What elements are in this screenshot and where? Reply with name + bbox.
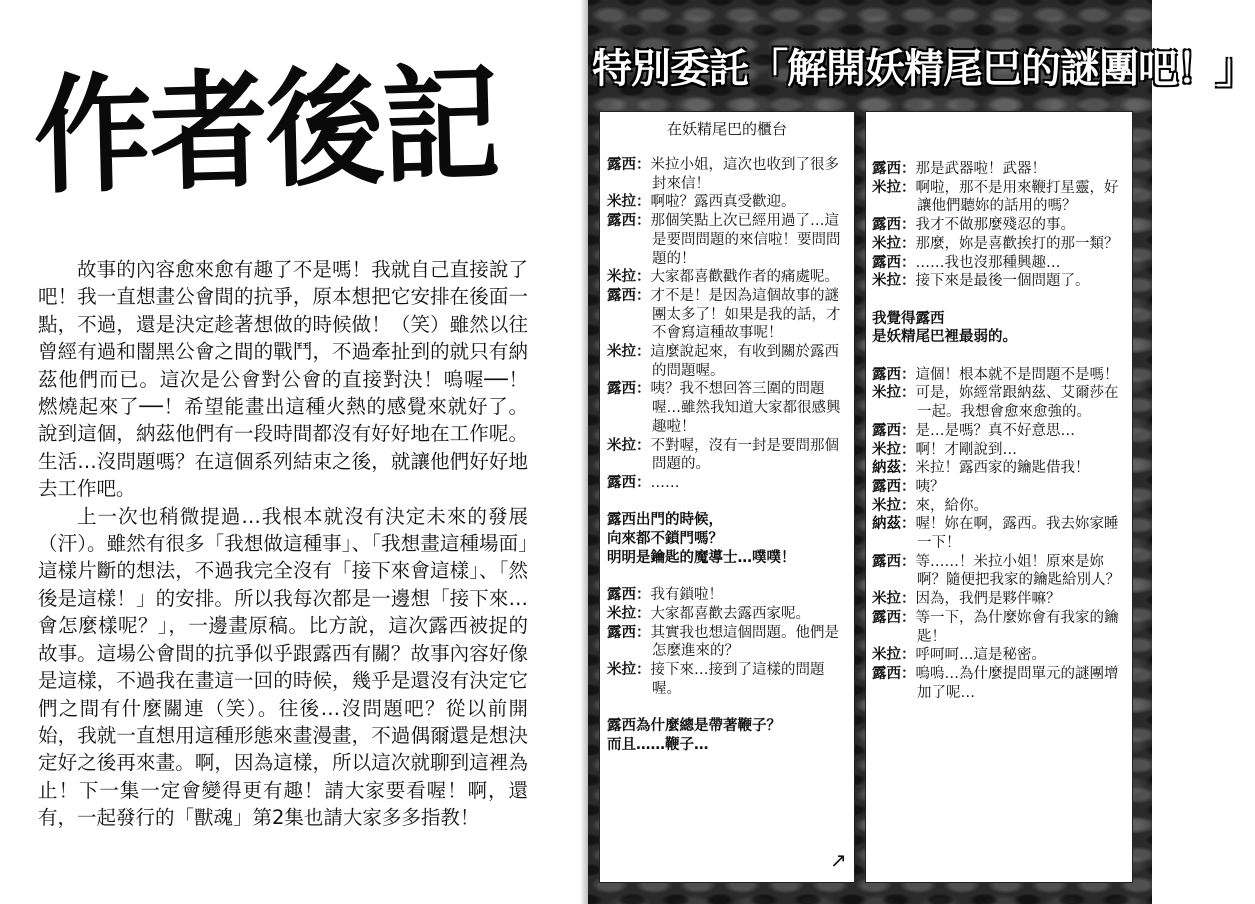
- dialog-text: 因為，我們是夥伴嘛？: [915, 591, 1061, 608]
- dialog-text: 咦？我不想回答三圍的問題喔…雖然我知道大家都很感興趣啦！: [650, 381, 841, 435]
- dialog-line: [607, 343, 851, 380]
- question-block: [872, 310, 1130, 347]
- speaker-name: 露西：: [872, 366, 916, 383]
- speaker-name: 露西：: [872, 665, 916, 682]
- dialog-line: [607, 156, 851, 193]
- dialog-line: [607, 624, 851, 661]
- afterword-paragraph: 故事的內容愈來愈有趣了不是嗎！我就自己直接說了吧！我一直想畫公會間的抗爭，原本想把它安排在後面一點，不過，還是決定趁著想做的時候做！（笑）雖然以往曾經有過和闇黑公會之間的戰鬥，不過牽扯到的就只有納茲他們而已。這次是公會對公會的直接對決！嗚喔──！燃燒起來了──！希望能畫出這種火熱的感覺來就好了。說到這個，納茲他們有一段時間都沒有好好地在工作呢。生活…沒問題嗎？在這個系列結束之後，就讓他們好好地去工作吧。: [38, 258, 528, 501]
- speaker-name: 露西：: [607, 157, 651, 173]
- dialog-column: [607, 156, 851, 754]
- dialog-line: [607, 605, 851, 624]
- speaker-name: 米拉：: [872, 385, 916, 402]
- dialog-text: 咦？: [915, 478, 945, 495]
- dialog-line: [607, 380, 851, 436]
- dialog-line: [872, 366, 1130, 385]
- dialog-line: [607, 268, 851, 287]
- dialog-text: 這個！根本就不是問題不是嗎！: [915, 366, 1119, 383]
- question-block: [607, 511, 851, 567]
- dialog-text: 等一下，為什麼妳會有我家的鑰匙！: [915, 609, 1119, 645]
- speaker-name: 露西：: [872, 161, 916, 177]
- dialog-line: [872, 254, 1130, 273]
- dialog-line: [872, 422, 1130, 441]
- speaker-name: 米拉：: [607, 437, 651, 454]
- speaker-name: 米拉：: [872, 441, 916, 458]
- dialog-line: [872, 515, 1130, 552]
- dialog-line: [607, 474, 851, 493]
- qa-panel-left: [600, 112, 854, 882]
- question-block: [607, 717, 851, 754]
- question-line: 露西出門的時候，: [607, 512, 723, 529]
- dialog-text: 才不是！是因為這個故事的謎團太多了！如果是我的話，才不會寫這種故事呢！: [650, 287, 841, 342]
- speaker-name: 露西：: [872, 609, 916, 626]
- speaker-name: 露西：: [872, 217, 916, 234]
- dialog-text: 啊啦，那不是用來鞭打星靈，好讓他們聽妳的話用的嗎？: [915, 179, 1119, 215]
- dialog-line: [872, 590, 1130, 609]
- speaker-name: 米拉：: [872, 591, 916, 608]
- dialog-line: [607, 193, 851, 212]
- speaker-name: 米拉：: [872, 235, 916, 252]
- speaker-name: 露西：: [607, 624, 651, 641]
- speaker-name: 米拉：: [872, 497, 916, 514]
- speaker-name: 露西：: [607, 587, 651, 604]
- speaker-name: 露西：: [607, 381, 651, 398]
- dialog-line: [607, 437, 851, 474]
- speaker-name: 露西：: [872, 254, 916, 271]
- dialog-line: [607, 661, 851, 698]
- turn-page-arrow-icon: ↗: [830, 848, 847, 872]
- dialog-text: 大家都喜歡去露西家呢。: [650, 605, 810, 622]
- dialog-text: 嗚嗚…為什麼提問單元的謎團增加了呢…: [915, 665, 1119, 701]
- dialog-text: 啊啦？露西真受歡迎。: [650, 194, 796, 211]
- speaker-name: 納茲：: [872, 516, 916, 533]
- speaker-name: 米拉：: [607, 194, 651, 211]
- dialog-column: [872, 160, 1130, 702]
- left-page: [0, 0, 584, 904]
- dialog-text: 可是，妳經常跟納茲、艾爾莎在一起。我想會愈來愈強的。: [915, 385, 1119, 421]
- dialog-text: 來，給你。: [915, 497, 988, 514]
- question-line: 向來都不鎖門嗎？: [607, 531, 723, 548]
- dialog-text: ……我也沒那種興趣…: [915, 254, 1061, 271]
- dialog-line: [872, 459, 1130, 478]
- dialog-text: 那個笑點上次已經用過了…這是要問問題的來信啦！要問問題的！: [650, 213, 841, 267]
- dialog-line: [872, 160, 1130, 179]
- afterword-body: [38, 256, 528, 832]
- dialog-text: 接下來…接到了這樣的問題喔。: [650, 661, 825, 697]
- dialog-text: 接下來是最後一個問題了。: [915, 273, 1090, 290]
- speaker-name: 露西：: [872, 553, 916, 570]
- speaker-name: 米拉：: [872, 647, 916, 664]
- speaker-name: 米拉：: [872, 179, 916, 196]
- dialog-text: 那是武器啦！武器！: [915, 161, 1046, 177]
- dialog-text: 其實我也想這個問題。他們是怎麼進來的？: [650, 624, 839, 660]
- dialog-text: 我才不做那麼殘忍的事。: [915, 217, 1075, 234]
- speaker-name: 露西：: [872, 478, 916, 495]
- dialog-line: [872, 497, 1130, 516]
- dialog-text: 不對喔，沒有一封是要問那個問題的。: [650, 437, 839, 473]
- speaker-name: 露西：: [607, 287, 651, 304]
- question-line: 是妖精尾巴裡最弱的。: [872, 329, 1017, 346]
- dialog-line: [872, 478, 1130, 497]
- dialog-text: 啊！才剛說到…: [915, 441, 1017, 458]
- dialog-line: [872, 609, 1130, 646]
- dialog-text: 那麼，妳是喜歡挨打的那一類？: [915, 235, 1119, 252]
- dialog-text: 呼呵呵…這是秘密。: [915, 647, 1046, 664]
- speaker-name: 米拉：: [607, 605, 651, 622]
- dialog-line: [872, 384, 1130, 421]
- speaker-name: 露西：: [872, 422, 916, 439]
- question-line: 我覺得露西: [872, 310, 945, 327]
- qa-panel-right: [866, 112, 1132, 882]
- dialog-text: 是…是嗎？真不好意思…: [915, 422, 1075, 439]
- dialog-line: [872, 441, 1130, 460]
- speaker-name: 納茲：: [872, 460, 916, 477]
- dialog-text: 這麼說起來，有收到關於露西的問題喔。: [650, 344, 839, 379]
- afterword-title: 作者後記: [32, 49, 500, 212]
- question-line: 露西為什麼總是帶著鞭子？: [607, 718, 781, 735]
- dialog-text: 大家都喜歡戳作者的痛處呢。: [650, 269, 839, 286]
- dialog-block: [607, 156, 851, 493]
- speaker-name: 露西：: [607, 474, 651, 491]
- dialog-line: [872, 665, 1130, 702]
- dialog-text: 米拉小姐，這次也收到了很多封來信！: [650, 157, 839, 192]
- dialog-line: [872, 235, 1130, 254]
- question-line: 而且……鞭子…: [607, 736, 709, 753]
- special-request-title: 特別委託「解開妖精尾巴的謎團吧！」: [592, 46, 1255, 92]
- dialog-line: [607, 586, 851, 605]
- dialog-line: [872, 216, 1130, 235]
- dialog-text: 等……！米拉小姐！原來是妳啊？隨便把我家的鑰匙給別人？: [915, 553, 1120, 589]
- speaker-name: 米拉：: [607, 269, 651, 286]
- dialog-block: [607, 586, 851, 698]
- speaker-name: 米拉：: [872, 273, 916, 290]
- speaker-name: 米拉：: [607, 344, 651, 361]
- dialog-line: [872, 272, 1130, 291]
- speaker-name: 露西：: [607, 213, 651, 230]
- dialog-text: 喔！妳在啊，露西。我去妳家睡一下！: [915, 516, 1119, 552]
- dialog-line: [872, 553, 1130, 590]
- dialog-text: 我有鎖啦！: [650, 587, 723, 604]
- dialog-line: [872, 646, 1130, 665]
- dialog-line: [607, 212, 851, 268]
- afterword-paragraph: 上一次也稍微提過…我根本就沒有決定未來的發展（汗）。雖然有很多「我想做這種事」、「我想畫這種場面」這樣片斷的想法，不過我完全沒有「接下來會這樣」、「然後是這樣！」的安排。所以我每次都是一邊想「接下來…會怎麼樣呢？」，一邊畫原稿。比方說，這次露西被捉的故事。這場公會間的抗爭似乎跟露西有關？故事內容好像是這樣，不過我在畫這一回的時候，幾乎是還沒有決定它們之間有什麼關連（笑）。往後…沒問題吧？從以前開始，我就一直想用這種形態來畫漫畫，不過偶爾還是想決定好之後再來畫。啊，因為這樣，所以這次就聊到這裡為止！下一集一定會變得更有趣！請大家要看喔！啊，還有，一起發行的「獸魂」第2集也請大家多多指教！: [38, 504, 528, 830]
- dialog-block: [872, 366, 1130, 703]
- dialog-text: ……: [650, 474, 680, 491]
- right-page: [588, 0, 1255, 904]
- panel-heading: 在妖精尾巴的櫃台: [666, 120, 787, 138]
- dialog-line: [872, 179, 1130, 216]
- dialog-block: [872, 160, 1130, 291]
- question-line: 明明是鑰匙的魔導士…噗噗！: [607, 549, 796, 566]
- dialog-line: [607, 287, 851, 343]
- dialog-text: 米拉！露西家的鑰匙借我！: [915, 460, 1090, 477]
- speaker-name: 米拉：: [607, 661, 651, 678]
